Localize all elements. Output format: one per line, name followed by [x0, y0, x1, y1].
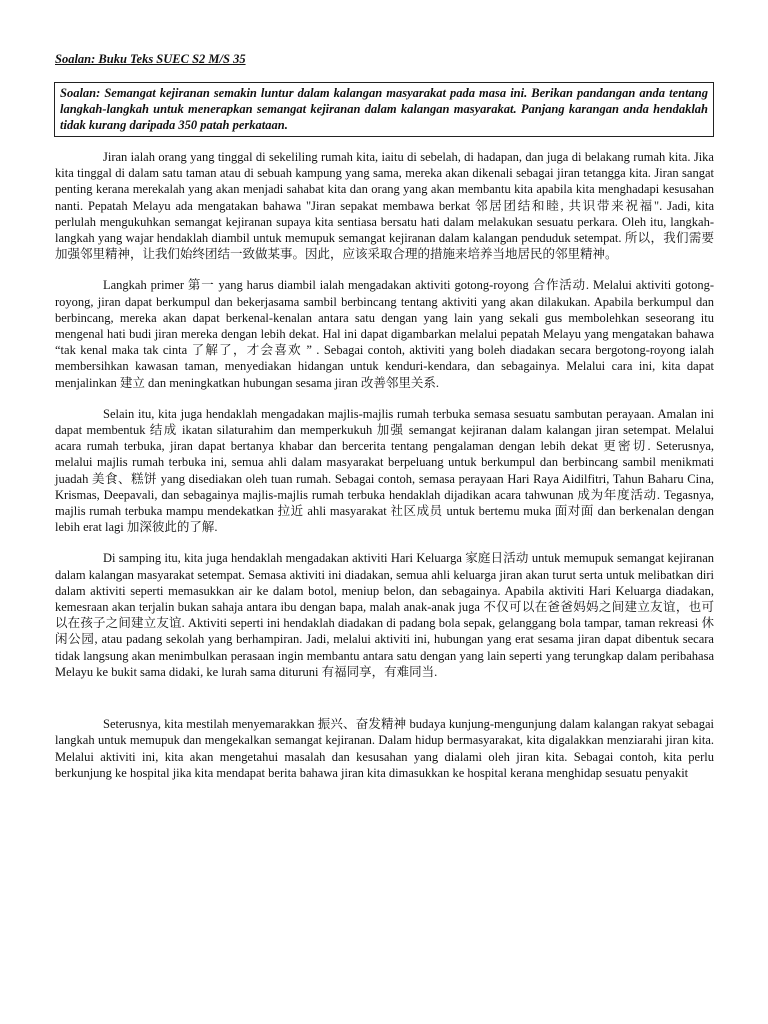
essay-paragraph-4: Di samping itu, kita juga hendaklah mengadakan aktiviti Hari Keluarga 家庭日活动 untuk memupuk semangat kejiranan dalam kalangan masyarakat setempat. Semasa aktiviti ini diadakan, semua ahli keluarga jiran akan turut serta untuk melibatkan diri dalam aktiviti seperti memasukkan air ke dalam botol, meniup belon, dan sebagainya. Apabila aktiviti Hari Keluarga diadakan, kemesraan akan terjalin bukan sahaja antara ibu dengan bapa, malah anak-anak juga 不仅可以在爸爸妈妈之间建立友谊，也可以在孩子之间建立友谊. Aktiviti seperti ini hendaklah diadakan di padang bola sepak, gelanggang bola tampar, taman rekreasi 休闲公园, atau padang sekolah yang berhampiran. Jadi, melalui aktiviti ini, hubungan yang erat sesama jiran dapat dibentuk secara tidak langsung akan menimbulkan perasaan ingin membantu antara satu dengan yang lain seperti yang terungkap dalam peribahasa Melayu ke bukit sama didaki, ke lurah sama dituruni 有福同享，有难同当.	[55, 551, 714, 679]
essay-paragraph-1: Jiran ialah orang yang tinggal di sekeliling rumah kita, iaitu di sebelah, di hadapan, dan juga di belakang rumah kita. Jika kita tinggal di dalam satu taman atau di sebuah kampung yang sama, mereka akan dikenali sebagai jiran tetangga kita. Jiran sangat penting kerana merekalah yang akan menjadi sahabat kita dan orang yang akan membantu kita apabila kita menghadapi kesusahan nanti. Pepatah Melayu ada mengatakan bahawa "Jiran sepakat membawa berkat 邻居团结和睦, 共识带来祝福". Jadi, kita perlulah mengukuhkan semangat kejiranan supaya kita sentiasa bersatu hati dalam melakukan sesuatu perkara. Oleh itu, langkah-langkah yang wajar hendaklah diambil untuk memupuk semangat kejiranan dalam kalangan penduduk setempat. 所以，我们需要加强邻里精神，让我们始终团结一致做某事。因此，应该采取合理的措施来培养当地居民的邻里精神。	[55, 150, 714, 262]
document-heading: Soalan: Buku Teks SUEC S2 M/S 35	[55, 52, 246, 66]
essay-paragraph-3: Selain itu, kita juga hendaklah mengadakan majlis-majlis rumah terbuka semasa sesuatu sambutan perayaan. Amalan ini dapat membentuk 结成 ikatan silaturahim dan memperkukuh 加强 semangat kejiranan dalam kalangan jiran setempat. Melalui acara rumah terbuka, jiran dapat bertanya khabar dan bercerita tentang pengalaman dengan lebih dekat 更密切. Seterusnya, melalui majlis rumah terbuka ini, semua ahli dalam masyarakat berpeluang untuk berkumpul dan berbincang sambil menikmati juadah 美食、糕饼 yang disediakan oleh tuan rumah. Sebagai contoh, semasa perayaan Hari Raya Aidilfitri, Tahun Baharu Cina, Krismas, Deepavali, dan sebagainya majlis-majlis rumah terbuka hendaklah dijadikan acara tahwunan 成为年度活动. Tegasnya, majlis rumah terbuka mampu mendekatkan 拉近 ahli masyarakat 社区成员 untuk bertemu muka 面对面 dan berkenalan dengan lebih erat lagi 加深彼此的了解.	[55, 406, 714, 535]
essay-paragraph-5: Seterusnya, kita mestilah menyemarakkan 振兴、奋发精神 budaya kunjung-mengunjung dalam kalangan rakyat sebagai langkah untuk memupuk dan mengekalkan semangat kejiranan. Dalam hidup bermasyarakat, kita digalakkan menziarahi jiran kita. Melalui aktiviti ini, kita akan mengetahui masalah dan kesusahan yang dialami oleh jiran kita. Sebagai contoh, kita perlu berkunjung ke hospital jika kita mendapat berita bahawa jiran kita dimasukkan ke hospital kerana menghidap sesuatu penyakit	[55, 717, 714, 780]
question-box: Soalan: Semangat kejiranan semakin luntur dalam kalangan masyarakat pada masa ini. Berikan pandangan anda tentang langkah-langkah untuk menerapkan semangat kejiranan dalam kalangan masyarakat. Panjang karangan anda hendaklah tidak kurang daripada 350 patah perkataan.	[54, 82, 714, 137]
essay-paragraph-2: Langkah primer 第一 yang harus diambil ialah mengadakan aktiviti gotong-royong 合作活动. Melalui aktiviti gotong-royong, jiran dapat berkumpul dan bekerjasama sambil berbincang tentang aktiviti yang akan dilakukan. Apabila berkumpul dan berbincang, mereka akan dapat berkenal-kenalan antara satu dengan yang lain yang sekali gus membolehkan seseorang itu mengenal hati budi jiran mereka dengan lebih dekat. Hal ini dapat digambarkan melalui pepatah Melayu yang mengatakan bahawa “tak kenal maka tak cinta 了解了，才会喜欢 ” . Sebagai contoh, aktiviti yang boleh diadakan secara bergotong-royong ialah membersihkan kawasan taman, menyediakan hidangan untuk kenduri-kendara, dan sebagainya. Melalui cara ini, kita dapat menjalinkan 建立 dan meningkatkan hubungan sesama jiran 改善邻里关系.	[55, 278, 714, 390]
